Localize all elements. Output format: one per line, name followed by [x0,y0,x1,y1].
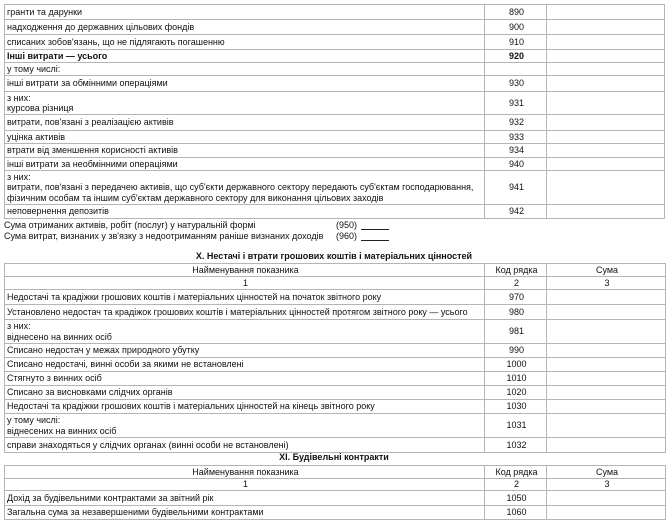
table-row [5,438,666,453]
summary-value-field[interactable] [361,240,389,241]
row-sum[interactable] [547,358,666,372]
table-row [5,144,665,158]
table-row [5,63,665,76]
header-row [5,466,666,479]
row-sum[interactable] [547,491,666,506]
table-row [5,358,666,372]
section-x-title: X. Нестачі і втрати грошових коштів і матеріальних цінностей [195,251,473,261]
row-name: Установлено недостач та крадіжок грошових коштів і матеріальних цінностей протягом звітного року — усього [5,305,485,320]
row-sum[interactable] [547,50,665,63]
row-sum[interactable] [547,290,666,305]
row-sum[interactable] [547,115,665,131]
row-name: у тому числі: віднесених на винних осіб [5,414,485,438]
row-name: Інші витрати — усього [5,50,485,63]
row-sum[interactable] [547,438,666,453]
table-row [5,171,665,205]
row-code: 1060 [485,506,547,520]
row-code: 980 [485,305,547,320]
summary-code: (960) [336,231,358,241]
header-sum: Сума [547,264,666,277]
row-name: втрати від зменшення корисності активів [5,144,485,158]
row-sum[interactable] [547,144,665,158]
shortages-table [4,263,666,453]
table-row [5,5,665,20]
summary-value-field[interactable] [361,229,389,230]
table-row [5,400,666,414]
row-code: 1030 [485,400,547,414]
header-code: Код рядка [485,466,547,479]
row-code: 1050 [485,491,547,506]
col-number: 1 [5,479,485,491]
row-name: з них: віднесено на винних осіб [5,320,485,344]
col-number: 1 [5,277,485,290]
row-sum[interactable] [547,5,665,20]
row-sum[interactable] [547,414,666,438]
table-row [5,344,666,358]
row-sum[interactable] [547,386,666,400]
row-code: 900 [485,20,547,35]
row-sum[interactable] [547,131,665,144]
row-code: 942 [485,205,547,219]
row-name: справи знаходяться у слідчих органах (винні особи не встановлені) [5,438,485,453]
row-sum[interactable] [547,320,666,344]
row-code: 1000 [485,358,547,372]
row-code: 890 [485,5,547,20]
col-number: 3 [547,277,666,290]
row-name: уцінка активів [5,131,485,144]
col-number: 2 [485,277,547,290]
row-sum[interactable] [547,92,665,115]
table-row [5,491,666,506]
row-code: 930 [485,76,547,92]
row-code: 940 [485,158,547,171]
row-code: 981 [485,320,547,344]
col-number: 2 [485,479,547,491]
construction-contracts-table [4,465,666,520]
col-number: 3 [547,479,666,491]
table-row [5,20,665,35]
row-name: Недостачі та крадіжки грошових коштів і матеріальних цінностей на кінець звітного року [5,400,485,414]
row-code: 1032 [485,438,547,453]
row-sum[interactable] [547,506,666,520]
row-name: інші витрати за обмінними операціями [5,76,485,92]
row-name: гранти та дарунки [5,5,485,20]
row-code: 933 [485,131,547,144]
table-row [5,320,666,344]
row-name: неповернення депозитів [5,205,485,219]
column-number-row [5,479,666,491]
row-code: 941 [485,171,547,205]
row-name: Списано недостачі, винні особи за якими не встановлені [5,358,485,372]
table-row [5,305,666,320]
row-name: у тому числі: [5,63,485,76]
header-row [5,264,666,277]
row-name: інші витрати за необмінними операціями [5,158,485,171]
row-code: 931 [485,92,547,115]
row-sum[interactable] [547,76,665,92]
summary-code: (950) [336,220,358,230]
summary-text: Сума витрат, визнаних у зв'язку з недоотриманням раніше визнаних доходів [4,231,324,241]
summary-text: Сума отриманих активів, робіт (послуг) у натуральній формі [4,220,256,230]
table-row [5,506,666,520]
table-row [5,158,665,171]
header-name: Найменування показника [5,264,485,277]
row-code: 1020 [485,386,547,400]
row-name: Стягнуто з винних осіб [5,372,485,386]
header-code: Код рядка [485,264,547,277]
column-number-row [5,277,666,290]
row-name: з них: витрати, пов'язані з передачею активів, що суб'єкти державного сектору передають суб'єктам господарювання, фізичним особам та іншим суб'єктам державного сектору для виконання цільових заходів [5,171,485,205]
row-code: 920 [485,50,547,63]
expenses-table [4,4,665,219]
row-name: витрати, пов'язані з реалізацією активів [5,115,485,131]
row-code: 934 [485,144,547,158]
row-name: надходження до державних цільових фондів [5,20,485,35]
header-sum: Сума [547,466,666,479]
table-row [5,131,665,144]
row-sum[interactable] [547,171,665,205]
row-code: 970 [485,290,547,305]
summary-line [4,220,664,231]
row-sum[interactable] [547,35,665,50]
table-row [5,372,666,386]
row-name: з них: курсова різниця [5,92,485,115]
row-sum[interactable] [547,158,665,171]
row-sum[interactable] [547,63,665,76]
row-name: Списано недостач у межах природного убутку [5,344,485,358]
section-xi-title: XI. Будівельні контракти [279,452,389,462]
header-name: Найменування показника [5,466,485,479]
table-row [5,386,666,400]
row-name: Недостачі та крадіжки грошових коштів і матеріальних цінностей на початок звітного року [5,290,485,305]
row-code: 1010 [485,372,547,386]
row-name: списаних зобов'язань, що не підлягають погашенню [5,35,485,50]
row-sum[interactable] [547,344,666,358]
summary-block [4,220,664,242]
row-name: Загальна сума за незавершеними будівельними контрактами [5,506,485,520]
table-row [5,92,665,115]
row-sum[interactable] [547,305,666,320]
table-row [5,76,665,92]
table-row [5,290,666,305]
table-row [5,35,665,50]
row-code: 1031 [485,414,547,438]
row-code: 910 [485,35,547,50]
row-sum[interactable] [547,372,666,386]
row-code: 990 [485,344,547,358]
row-name: Списано за висновками слідчих органів [5,386,485,400]
table-row [5,115,665,131]
row-sum[interactable] [547,205,665,219]
row-sum[interactable] [547,400,666,414]
summary-line [4,231,664,242]
table-row [5,50,665,63]
table-row [5,414,666,438]
row-name: Дохід за будівельними контрактами за звітний рік [5,491,485,506]
row-code [485,63,547,76]
table-row [5,205,665,219]
row-code: 932 [485,115,547,131]
row-sum[interactable] [547,20,665,35]
